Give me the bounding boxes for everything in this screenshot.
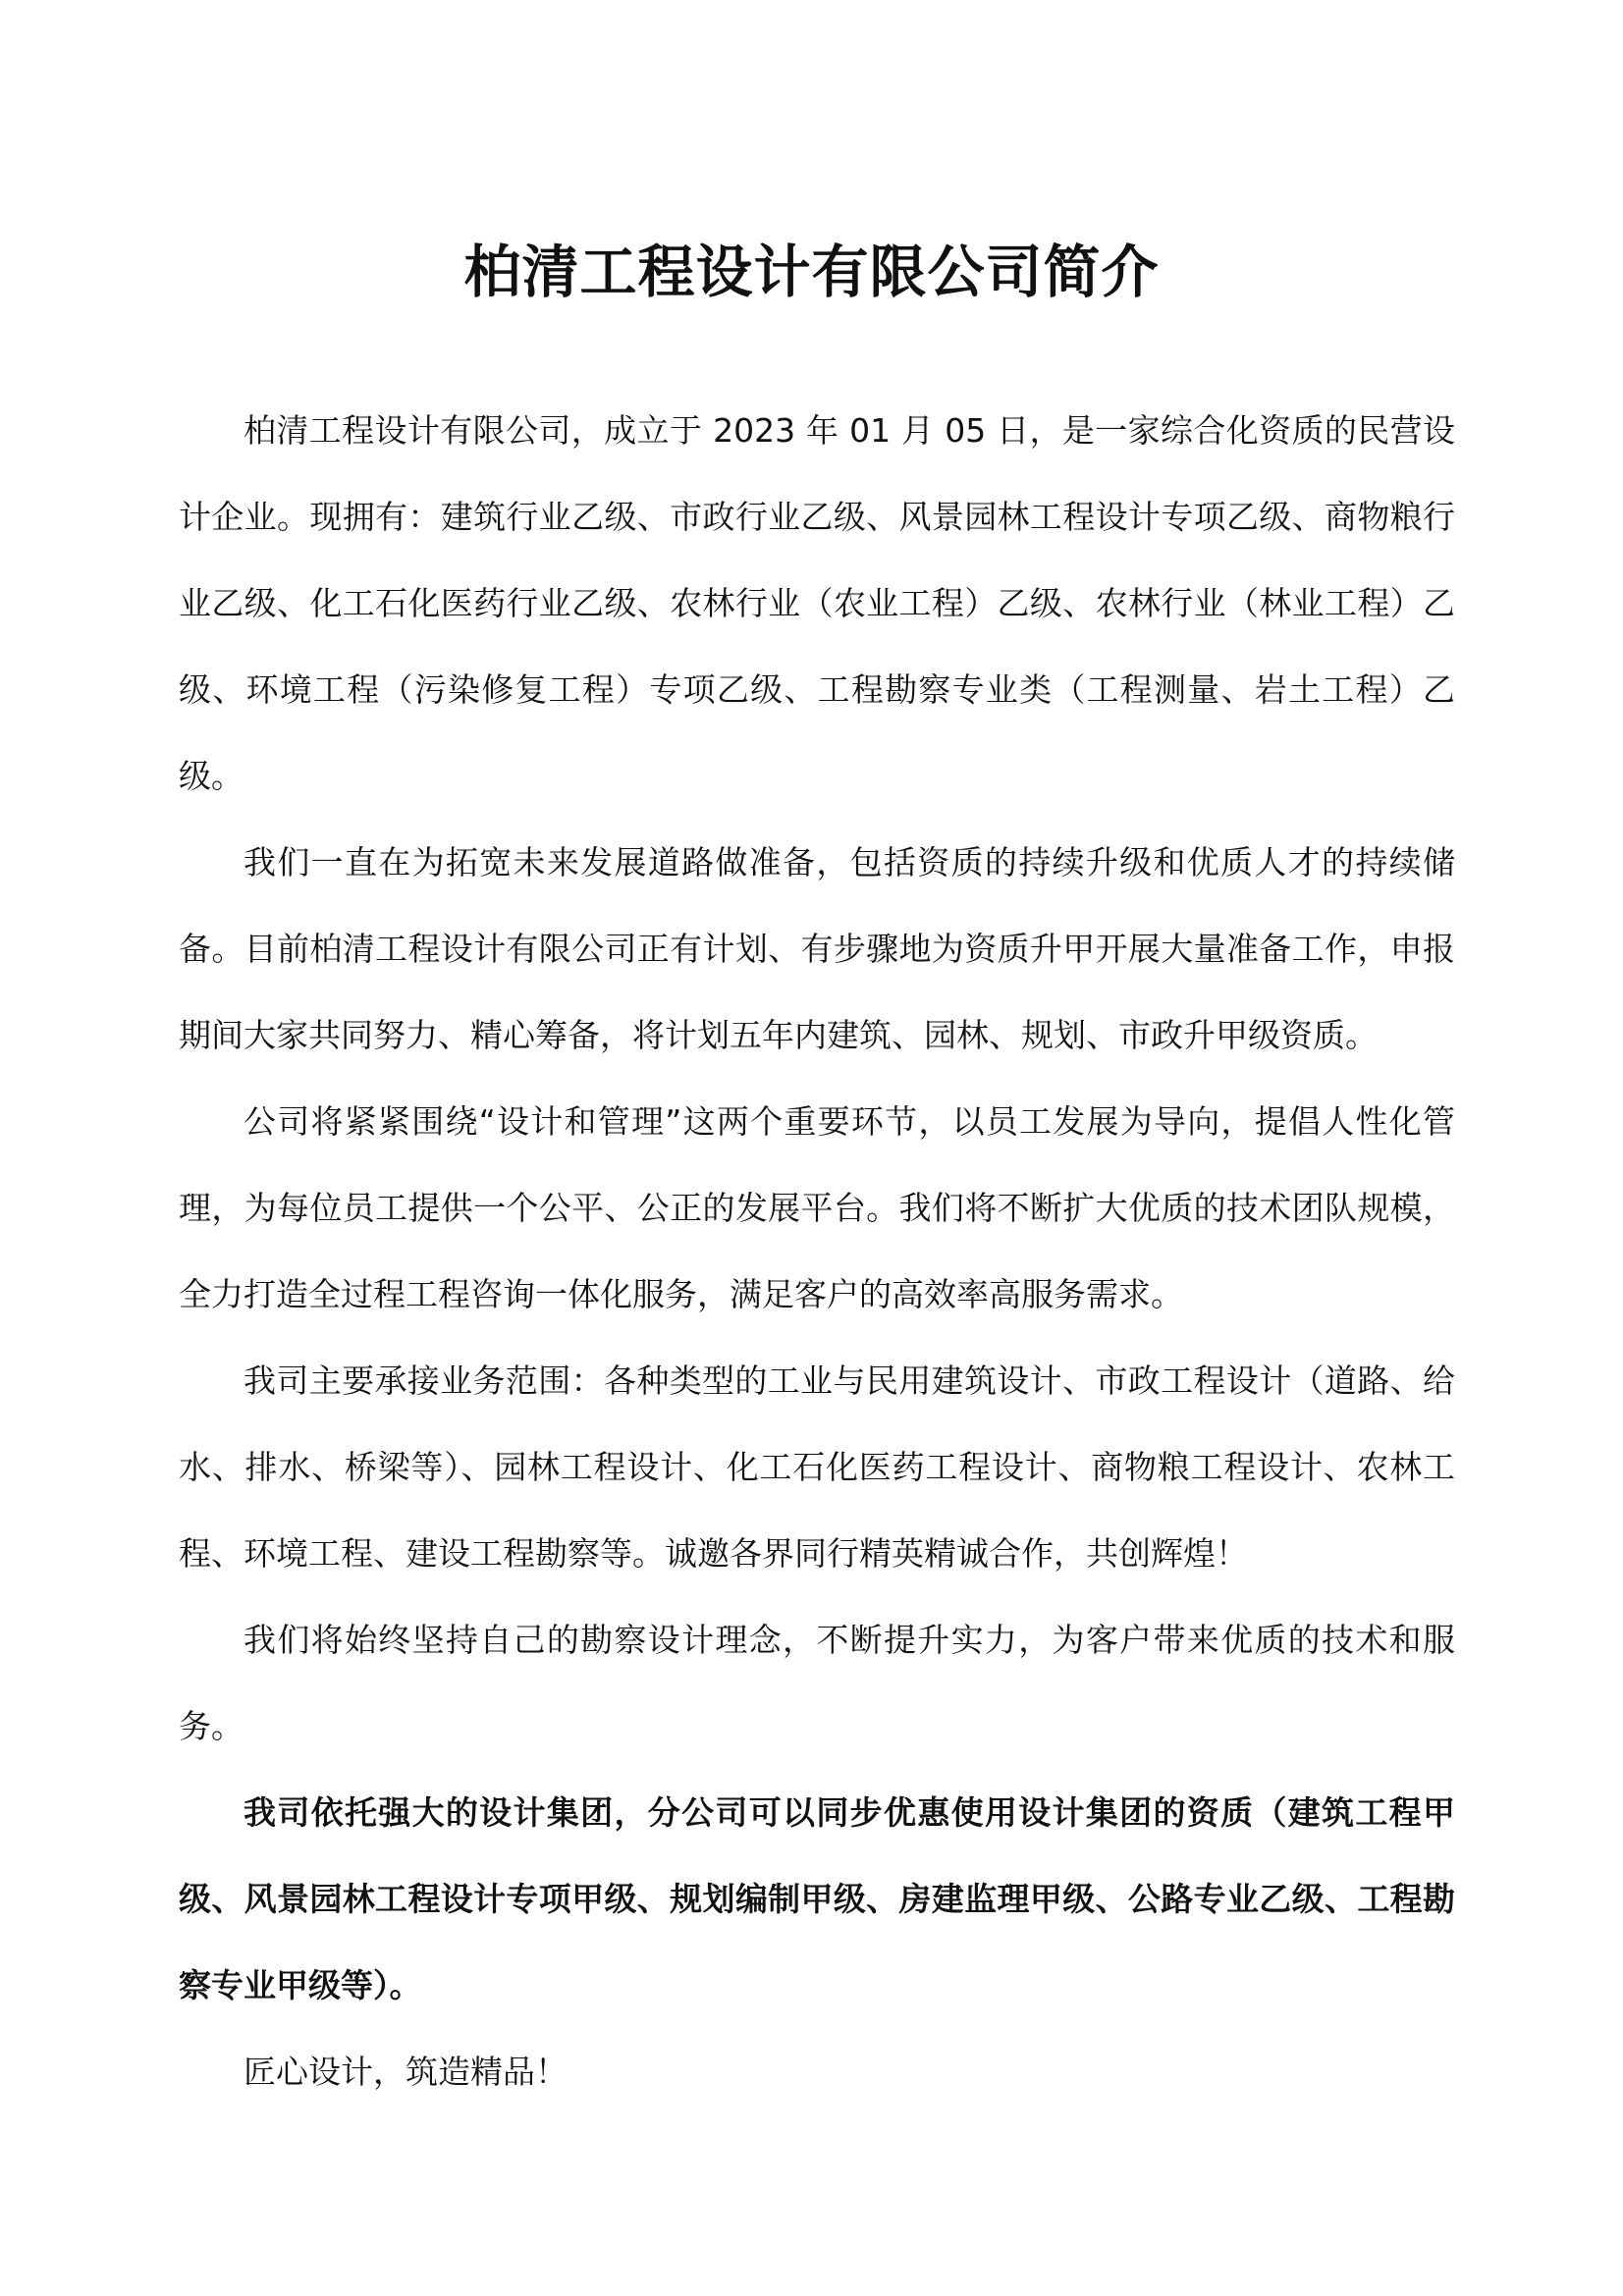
paragraph-business-scope: 我司主要承接业务范围：各种类型的工业与民用建筑设计、市政工程设计（道路、给水、排水、桥梁等）、园林工程设计、化工石化医药工程设计、商物粮工程设计、农林工程、环境工程、建设工程勘察等。诚邀各界同行精英精诚合作，共创辉煌！	[179, 1362, 1455, 1573]
paragraph-commitment: 我们将始终坚持自己的勘察设计理念，不断提升实力，为客户带来优质的技术和服务。	[179, 1621, 1455, 1745]
paragraph-management-philosophy: 公司将紧紧围绕“设计和管理”这两个重要环节，以员工发展为导向，提倡人性化管理，为每位员工提供一个公平、公正的发展平台。我们将不断扩大优质的技术团队规模，全力打造全过程工程咨询一体化服务，满足客户的高效率高服务需求。	[179, 1102, 1455, 1313]
paragraph-group-qualifications: 我司依托强大的设计集团，分公司可以同步优惠使用设计集团的资质（建筑工程甲级、风景园林工程设计专项甲级、规划编制甲级、房建监理甲级、公路专业乙级、工程勘察专业甲级等）。	[179, 1793, 1455, 2004]
paragraph-development-plan: 我们一直在为拓宽未来发展道路做准备，包括资质的持续升级和优质人才的持续储备。目前柏清工程设计有限公司正有计划、有步骤地为资质升甲开展大量准备工作，申报期间大家共同努力、精心筹备，将计划五年内建筑、园林、规划、市政升甲级资质。	[179, 843, 1455, 1054]
paragraph-company-intro: 柏清工程设计有限公司，成立于 2023 年 01 月 05 日，是一家综合化资质的民营设计企业。现拥有：建筑行业乙级、市政行业乙级、风景园林工程设计专项乙级、商物粮行业乙级、化工石化医药行业乙级、农林行业（农业工程）乙级、农林行业（林业工程）乙级、环境工程（污染修复工程）专项乙级、工程勘察专业类（工程测量、岩土工程）乙级。	[179, 411, 1455, 795]
page-title: 柏清工程设计有限公司简介	[463, 239, 1160, 305]
document-body	[179, 388, 1455, 2115]
paragraph-slogan: 匠心设计，筑造精品！	[243, 2053, 568, 2091]
